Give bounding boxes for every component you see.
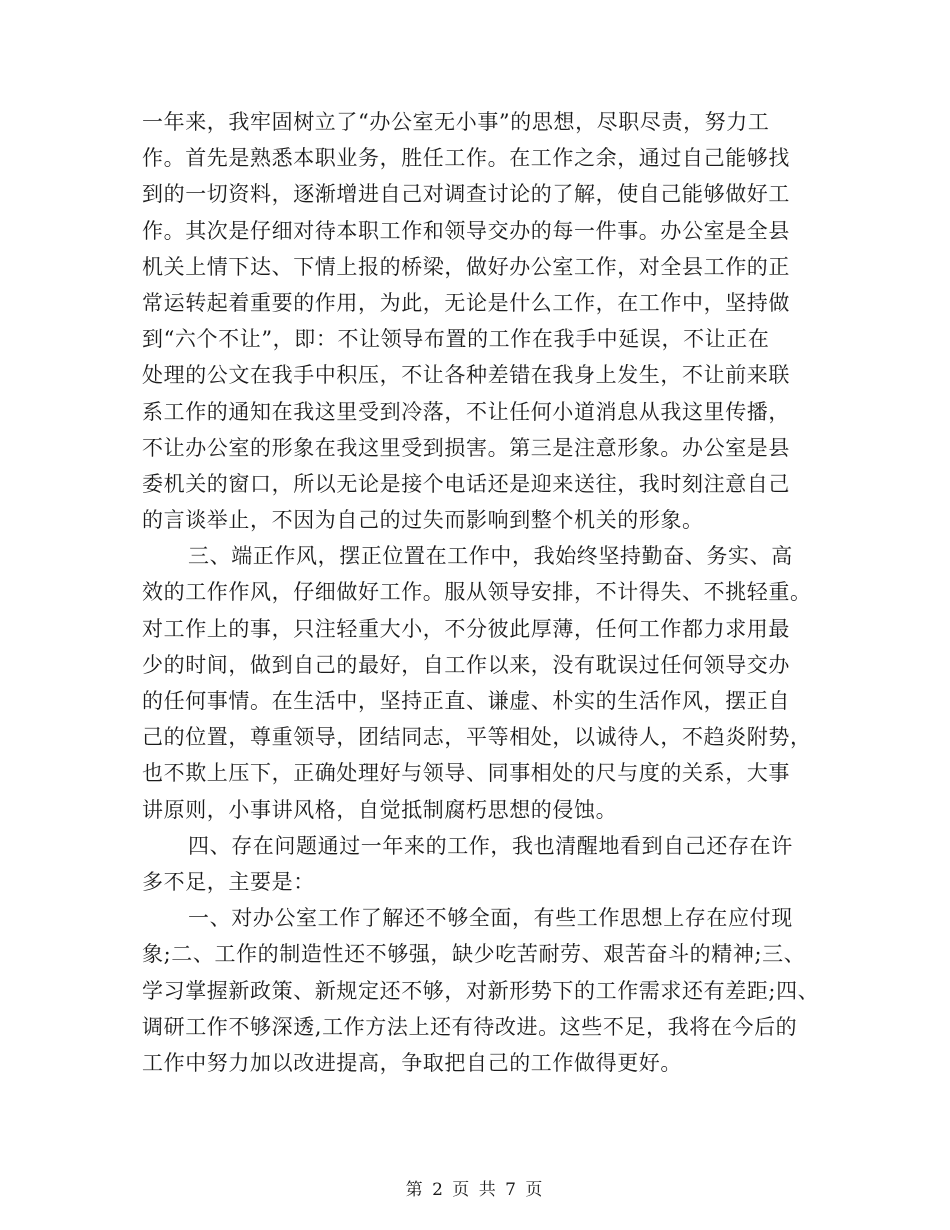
text-line: 作。首先是熟悉本职业务，胜任工作。在工作之余，通过自己能够找 (142, 146, 790, 171)
text-line: 委机关的窗口，所以无论是接个电话还是迎来送往，我时刻注意自己 (142, 471, 790, 496)
text-line: 四、存在问题通过一年来的工作，我也清醒地看到自己还存在许 (188, 833, 793, 858)
text-line: 作。其次是仔细对待本职工作和领导交办的每一件事。办公室是全县 (142, 218, 790, 243)
text-line: 三、端正作风，摆正位置在工作中，我始终坚持勤奋、务实、高 (188, 544, 793, 569)
text-line: 多不足，主要是： (142, 869, 315, 894)
text-line: 的言谈举止，不因为自己的过失而影响到整个机关的形象。 (142, 508, 704, 533)
text-line: 也不欺上压下，正确处理好与领导、同事相处的尺与度的关系，大事 (142, 761, 790, 786)
text-line: 系工作的通知在我这里受到冷落，不让任何小道消息从我这里传播， (142, 399, 790, 424)
text-line: 讲原则，小事讲风格，自觉抵制腐朽思想的侵蚀。 (142, 797, 618, 822)
text-line: 到“六个不让”，即：不让领导布置的工作在我手中延误，不让正在 (142, 327, 770, 352)
text-line: 一年来，我牢固树立了“办公室无小事”的思想，尽职尽责，努力工 (142, 110, 770, 134)
text-line: 少的时间，做到自己的最好，自工作以来，没有耽误过任何领导交办 (142, 652, 790, 677)
text-line: 调研工作不够深透,工作方法上还有待改进。这些不足，我将在今后的 (142, 1014, 798, 1039)
text-line: 不让办公室的形象在我这里受到损害。第三是注意形象。办公室是县 (142, 435, 790, 460)
text-line: 的任何事情。在生活中，坚持正直、谦虚、朴实的生活作风，摆正自 (142, 689, 790, 713)
text-line: 己的位置，尊重领导，团结同志，平等相处，以诚待人，不趋炎附势， (142, 725, 812, 750)
text-line: 到的一切资料，逐渐增进自己对调查讨论的了解，使自己能够做好工 (142, 182, 790, 207)
text-line: 工作中努力加以改进提高，争取把自己的工作做得更好。 (142, 1050, 682, 1075)
text-line: 学习掌握新政策、新规定还不够，对新形势下的工作需求还有差距;四、 (142, 978, 820, 1003)
document-body (142, 104, 820, 1081)
text-line: 处理的公文在我手中积压，不让各种差错在我身上发生，不让前来联 (142, 363, 790, 388)
page-footer: 第 2 页 共 7 页 (405, 1180, 545, 1200)
text-line: 象;二、工作的制造性还不够强，缺少吃苦耐劳、艰苦奋斗的精神;三、 (142, 942, 806, 967)
text-line: 机关上情下达、下情上报的桥梁，做好办公室工作，对全县工作的正 (142, 254, 790, 279)
text-line: 效的工作作风，仔细做好工作。服从领导安排，不计得失、不挑轻重。 (142, 580, 812, 605)
text-line: 对工作上的事，只注轻重大小，不分彼此厚薄，任何工作都力求用最 (142, 616, 790, 641)
text-line: 常运转起着重要的作用，为此，无论是什么工作，在工作中，坚持做 (142, 290, 790, 315)
text-line: 一、对办公室工作了解还不够全面，有些工作思想上存在应付现 (188, 906, 793, 931)
